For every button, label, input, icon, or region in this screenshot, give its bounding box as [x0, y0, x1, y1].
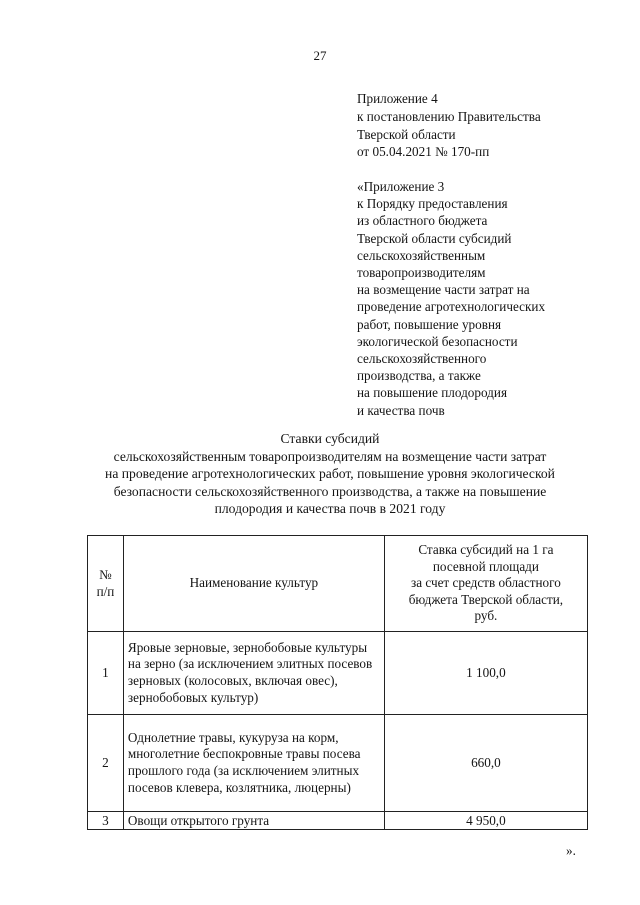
header-rate: [384, 536, 587, 632]
appendix-line: Тверской области: [357, 126, 456, 142]
appendix3-line: работ, повышение уровня: [357, 316, 502, 332]
subsidy-rates-table: [87, 535, 588, 830]
row-crop-name: Яровые зерновые, зернобобовые культуры на зерно (за исключением элитных посевов зерновых (колосовых, включая овес), зернобобовых культур): [123, 632, 384, 715]
appendix3-line: сельскохозяйственного: [357, 351, 487, 367]
appendix3-line: к Порядку предоставления: [357, 196, 508, 212]
appendix3-line: и качества почв: [357, 402, 445, 418]
title-line: сельскохозяйственным товаропроизводителям на возмещение части затрат: [113, 448, 547, 464]
row-rate: 1 100,0: [384, 632, 587, 715]
row-rate: 4 950,0: [384, 812, 587, 830]
appendix3-line: на повышение плодородия: [357, 385, 508, 401]
appendix-line: от 05.04.2021 № 170-пп: [357, 144, 490, 160]
appendix-line: Приложение 4: [357, 91, 438, 106]
row-crop-name: Овощи открытого грунта: [123, 812, 384, 830]
title-line: Ставки субсидий: [280, 431, 380, 446]
row-num: 3: [88, 812, 124, 830]
appendix3-line: производства, а также: [357, 368, 481, 384]
appendix3-line: на возмещение части затрат на: [357, 282, 530, 298]
closing-quote: ».: [566, 843, 576, 858]
appendix-4-header: [357, 90, 627, 161]
table-row: [88, 632, 588, 715]
row-num: 2: [88, 715, 124, 812]
appendix3-line: «Приложение 3: [357, 179, 445, 194]
appendix3-line: проведение агротехнологических: [357, 299, 546, 315]
header-num: [88, 536, 124, 632]
title-line: плодородия и качества почв в 2021 году: [214, 501, 446, 516]
row-num: 1: [88, 632, 124, 715]
row-rate: 660,0: [384, 715, 587, 812]
appendix3-line: экологической безопасности: [357, 333, 518, 349]
page-number: 27: [313, 48, 327, 63]
appendix3-line: Тверской области субсидий: [357, 230, 512, 246]
header-name: Наименование культур: [123, 536, 384, 632]
document-title: [60, 430, 600, 518]
appendix-3-header: [357, 178, 627, 419]
title-line: безопасности сельскохозяйственного производства, а также на повышение: [113, 483, 547, 499]
header-num-text: № п/п: [96, 566, 115, 599]
table-row: [88, 812, 588, 830]
header-rate-text: Ставка субсидий на 1 га посевной площади за счет средств областного бюджета Тверской области, руб.: [408, 542, 564, 624]
appendix-line: к постановлению Правительства: [357, 108, 541, 124]
appendix3-line: из областного бюджета: [357, 213, 488, 229]
table-row: [88, 715, 588, 812]
table-header-row: [88, 536, 588, 632]
appendix3-line: сельскохозяйственным: [357, 247, 486, 263]
title-line: на проведение агротехнологических работ, повышение уровня экологической: [105, 466, 555, 481]
row-crop-name: Однолетние травы, кукуруза на корм, многолетние беспокровные травы посева прошлого года (за исключением элитных посевов клевера, козлятника, люцерны): [123, 715, 384, 812]
appendix3-line: товаропроизводителям: [357, 265, 486, 281]
